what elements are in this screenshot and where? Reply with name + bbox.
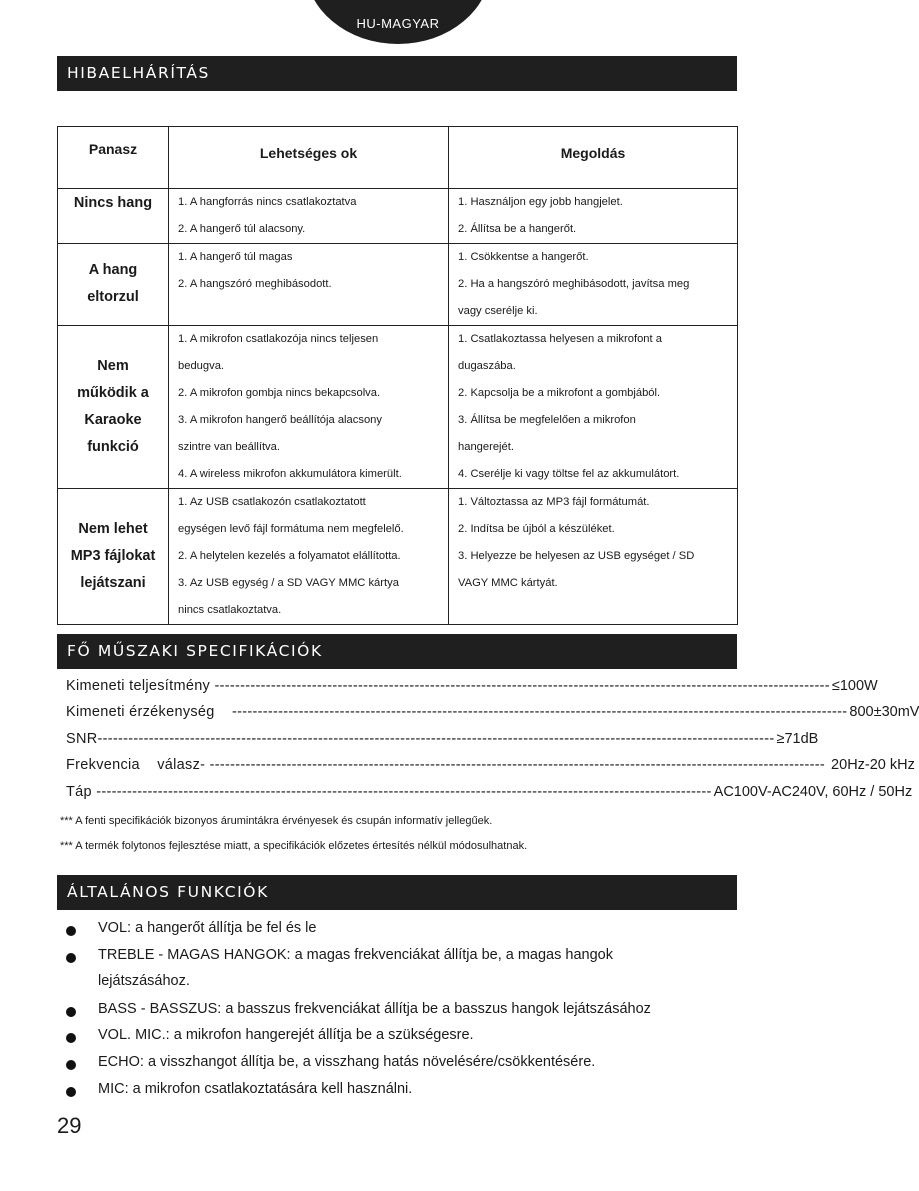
solution-line: vagy cserélje ki.: [458, 305, 538, 317]
spec-value: ≥71dB: [776, 731, 819, 747]
table-header-row: [58, 127, 738, 189]
solution-line: hangerejét.: [458, 441, 514, 453]
cause-line: 2. A hangszóró meghibásodott.: [178, 278, 332, 290]
table-row: [58, 244, 738, 326]
cause-line: 2. A hangerő túl alacsony.: [178, 223, 306, 235]
complaint-line: Nem: [97, 358, 129, 374]
solution-line: 4. Cserélje ki vagy töltse fel az akkumulátort.: [458, 468, 680, 480]
cause-line: 4. A wireless mikrofon akkumulátora kimerült.: [178, 468, 402, 480]
solution-line: 2. Állítsa be a hangerőt.: [458, 223, 577, 235]
spec-note: *** A termék folytonos fejlesztése miatt, a specifikációk előzetes értesítés nélkül módosulhatnak.: [60, 840, 528, 852]
solution-line: 1. Változtassa az MP3 fájl formátumát.: [458, 496, 650, 508]
col-complaint-header: Panasz: [58, 127, 169, 189]
cause-line: 3. Az USB egység / a SD VAGY MMC kártya: [178, 577, 399, 589]
spec-row: Kimeneti teljesítmény ------------------------------------------------------------------------------------------------------------------------ ≤100W: [66, 673, 730, 699]
cause-line: 1. Az USB csatlakozón csatlakoztatott: [178, 496, 366, 508]
complaint-line: Nincs hang: [73, 195, 153, 211]
solutions-cell: [449, 326, 738, 489]
spec-value: 800±30mV: [849, 704, 919, 720]
solution-line: VAGY MMC kártyát.: [458, 577, 558, 589]
spec-label: Kimeneti teljesítmény: [66, 678, 215, 694]
complaint-line: eltorzul: [87, 289, 139, 305]
spec-label: Frekvencia válasz-: [66, 757, 210, 773]
spec-label: Kimeneti érzékenység: [66, 704, 232, 720]
complaint-line: A hang: [88, 262, 138, 278]
complaint-line: lejátszani: [80, 575, 146, 591]
spec-value: ≤100W: [831, 678, 878, 694]
troubleshooting-table: [57, 126, 738, 625]
solution-line: 1. Csökkentse a hangerőt.: [458, 251, 589, 263]
complaint-line: funkció: [87, 439, 139, 455]
complaint-cell: [58, 489, 169, 625]
troubleshooting-heading: HIBAELHÁRÍTÁS: [57, 56, 737, 91]
function-text: VOL. MIC.: a mikrofon hangerejét állítja be a szükségesre.: [98, 1027, 474, 1043]
solution-line: 2. Indítsa be újból a készüléket.: [458, 523, 615, 535]
causes-cell: [169, 489, 449, 625]
table-row: [58, 489, 738, 625]
solution-line: 3. Állítsa be megfelelően a mikrofon: [458, 414, 636, 426]
bullet-icon: [66, 1007, 76, 1017]
complaint-cell: [58, 189, 169, 244]
cause-line: szintre van beállítva.: [178, 441, 280, 453]
bullet-icon: [66, 1033, 76, 1043]
cause-line: 1. A hangforrás nincs csatlakoztatva: [178, 196, 357, 208]
solution-line: dugaszába.: [458, 360, 516, 372]
solution-line: 3. Helyezze be helyesen az USB egységet / SD: [458, 550, 695, 562]
table-row: [58, 326, 738, 489]
solutions-cell: [449, 189, 738, 244]
language-label: HU-MAGYAR: [356, 16, 440, 31]
function-text: VOL: a hangerőt állítja be fel és le: [98, 920, 317, 936]
spec-value: AC100V-AC240V, 60Hz / 50Hz: [713, 784, 913, 800]
col-solutions-header: Megoldás: [449, 127, 738, 189]
solution-line: 2. Kapcsolja be a mikrofont a gombjából.: [458, 387, 661, 399]
cause-line: 3. A mikrofon hangerő beállítója alacsony: [178, 414, 382, 426]
functions-heading: ÁLTALÁNOS FUNKCIÓK: [57, 875, 737, 910]
bullet-icon: [66, 953, 76, 963]
solution-line: 1. Csatlakoztassa helyesen a mikrofont a: [458, 333, 662, 345]
cause-line: egységen levő fájl formátuma nem megfelelő.: [178, 523, 404, 535]
function-text: TREBLE - MAGAS HANGOK: a magas frekvenciákat állítja be, a magas hangok lejátszásához.: [98, 947, 613, 989]
cause-line: 1. A mikrofon csatlakozója nincs teljesen: [178, 333, 379, 345]
complaint-cell: [58, 326, 169, 489]
specs-heading: FŐ MŰSZAKI SPECIFIKÁCIÓK: [57, 634, 737, 669]
solutions-cell: [449, 489, 738, 625]
solution-line: 2. Ha a hangszóró meghibásodott, javítsa meg: [458, 278, 690, 290]
cause-line: 2. A mikrofon gombja nincs bekapcsolva.: [178, 387, 381, 399]
function-text: BASS - BASSZUS: a basszus frekvenciákat állítja be a basszus hangok lejátszásához: [98, 1001, 651, 1017]
spec-row: Táp ------------------------------------------------------------------------------------------------------------------------ AC100V-AC240V, 60Hz / 50Hz: [66, 779, 698, 805]
spec-label: SNR: [66, 731, 98, 747]
spec-label: Táp: [66, 784, 97, 800]
complaint-line: MP3 fájlokat: [70, 548, 156, 564]
spec-row: Frekvencia válasz- ------------------------------------------------------------------------------------------------------------------------ 20Hz-20 kHz: [66, 752, 730, 778]
cause-line: bedugva.: [178, 360, 225, 372]
complaint-cell: [58, 244, 169, 326]
spec-value: 20Hz-20 kHz: [827, 757, 915, 773]
page-number: 29: [57, 1113, 82, 1138]
solutions-cell: [449, 244, 738, 326]
solution-line: 1. Használjon egy jobb hangjelet.: [458, 196, 623, 208]
cause-line: 2. A helytelen kezelés a folyamatot elállította.: [178, 550, 401, 562]
complaint-line: Nem lehet: [78, 521, 148, 537]
bullet-icon: [66, 1060, 76, 1070]
function-text: MIC: a mikrofon csatlakoztatására kell használni.: [98, 1081, 413, 1097]
complaint-line: működik a: [77, 385, 149, 401]
spec-row: SNR------------------------------------------------------------------------------------------------------------------------------------ ≥71dB: [66, 726, 730, 752]
spec-note: *** A fenti specifikációk bizonyos árumintákra érvényesek és csupán informatív jellegűek.: [60, 815, 493, 827]
causes-cell: [169, 189, 449, 244]
causes-cell: [169, 244, 449, 326]
bullet-icon: [66, 1087, 76, 1097]
col-causes-header: Lehetséges ok: [169, 127, 449, 189]
cause-line: nincs csatlakoztatva.: [178, 604, 282, 616]
table-row: [58, 189, 738, 244]
bullet-icon: [66, 926, 76, 936]
cause-line: 1. A hangerő túl magas: [178, 251, 293, 263]
causes-cell: [169, 326, 449, 489]
complaint-line: Karaoke: [84, 412, 142, 428]
spec-row: Kimeneti érzékenység ------------------------------------------------------------------------------------------------------------------------ 800±30mV: [66, 699, 730, 725]
function-text: ECHO: a visszhangot állítja be, a visszhang hatás növelésére/csökkentésére.: [98, 1054, 596, 1070]
